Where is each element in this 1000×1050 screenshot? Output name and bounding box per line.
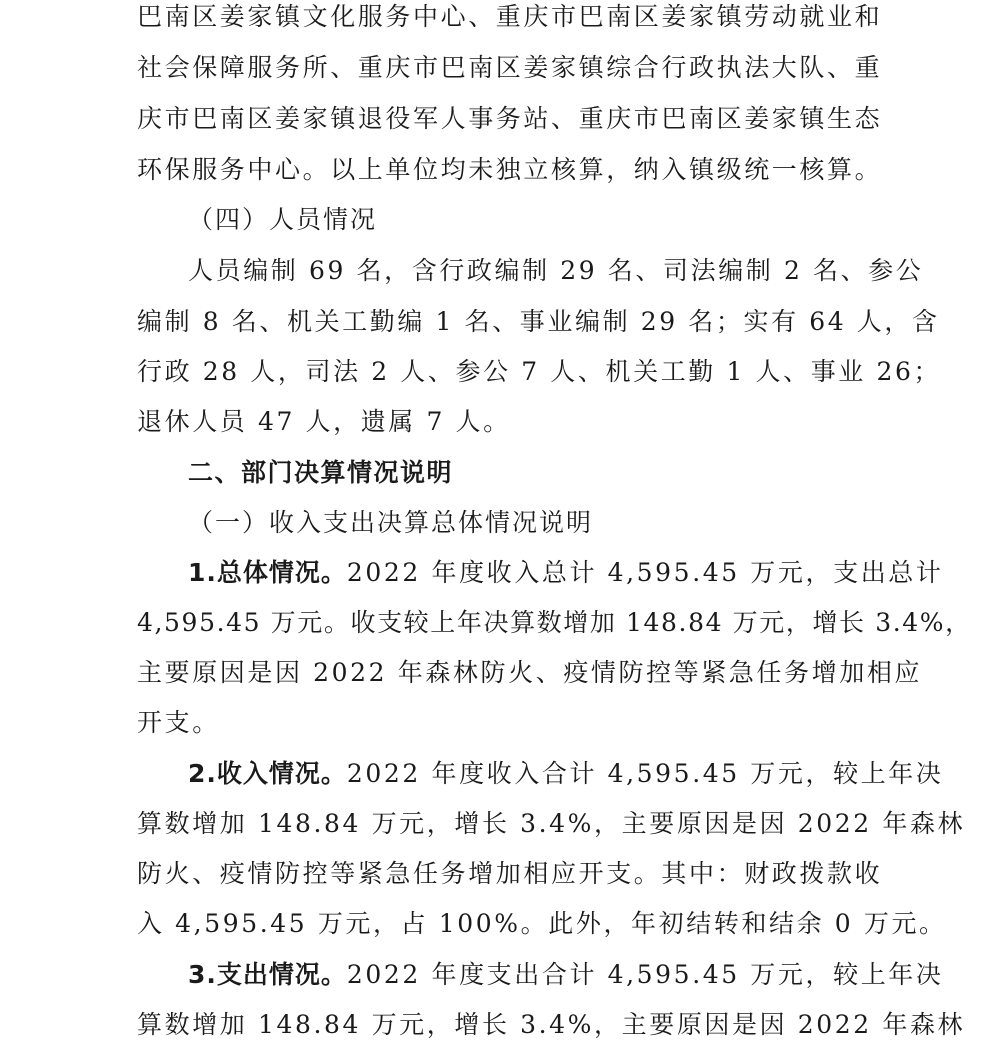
text-line: 行政 28 人，司法 2 人、参公 7 人、机关工勤 1 人、事业 26； <box>137 357 942 386</box>
text-span: 2022 年度支出合计 4,595.45 万元，较上年决 <box>346 960 944 989</box>
text-line: 编制 8 名、机关工勤编 1 名、事业编制 29 名；实有 64 人，含 <box>137 307 940 336</box>
text-line: 人员编制 69 名，含行政编制 29 名、司法编制 2 名、参公 <box>188 256 924 285</box>
paragraph-overall <box>188 548 948 598</box>
section-heading-staff: （四）人员情况 <box>188 205 378 234</box>
text-line: 4,595.45 万元。收支较上年决算数增加 148.84 万元，增长 3.4%， <box>137 608 972 637</box>
text-line: 环保服务中心。以上单位均未独立核算，纳入镇级统一核算。 <box>137 155 883 184</box>
text-span: 2022 年度收入总计 4,595.45 万元，支出总计 <box>346 558 944 587</box>
text-line: 防火、疫情防控等紧急任务增加相应开支。其中：财政拨款收 <box>137 859 883 888</box>
paragraph-expense <box>188 950 948 1000</box>
lead-expense: 3.支出情况。 <box>188 960 347 989</box>
lead-income: 2.收入情况。 <box>188 759 347 788</box>
text-line: 退休人员 47 人，遗属 7 人。 <box>137 407 511 436</box>
text-line: 开支。 <box>137 708 220 737</box>
text-line: 主要原因是因 2022 年森林防火、疫情防控等紧急任务增加相应 <box>137 658 923 687</box>
text-line: 社会保障服务所、重庆市巴南区姜家镇综合行政执法大队、重 <box>137 53 883 82</box>
text-line: 庆市巴南区姜家镇退役军人事务站、重庆市巴南区姜家镇生态 <box>137 104 883 133</box>
section-heading-income-expense: （一）收入支出决算总体情况说明 <box>188 508 594 537</box>
text-line: 巴南区姜家镇文化服务中心、重庆市巴南区姜家镇劳动就业和 <box>137 2 883 31</box>
section-heading-final-accounts: 二、部门决算情况说明 <box>188 458 454 487</box>
text-line: 算数增加 148.84 万元，增长 3.4%，主要原因是因 2022 年森林 <box>137 1010 966 1039</box>
text-line: 算数增加 148.84 万元，增长 3.4%，主要原因是因 2022 年森林 <box>137 809 966 838</box>
text-span: 2022 年度收入合计 4,595.45 万元，较上年决 <box>346 759 944 788</box>
lead-overall: 1.总体情况。 <box>188 558 347 587</box>
paragraph-income <box>188 749 948 799</box>
text-line: 入 4,595.45 万元，占 100%。此外，年初结转和结余 0 万元。 <box>137 909 947 938</box>
